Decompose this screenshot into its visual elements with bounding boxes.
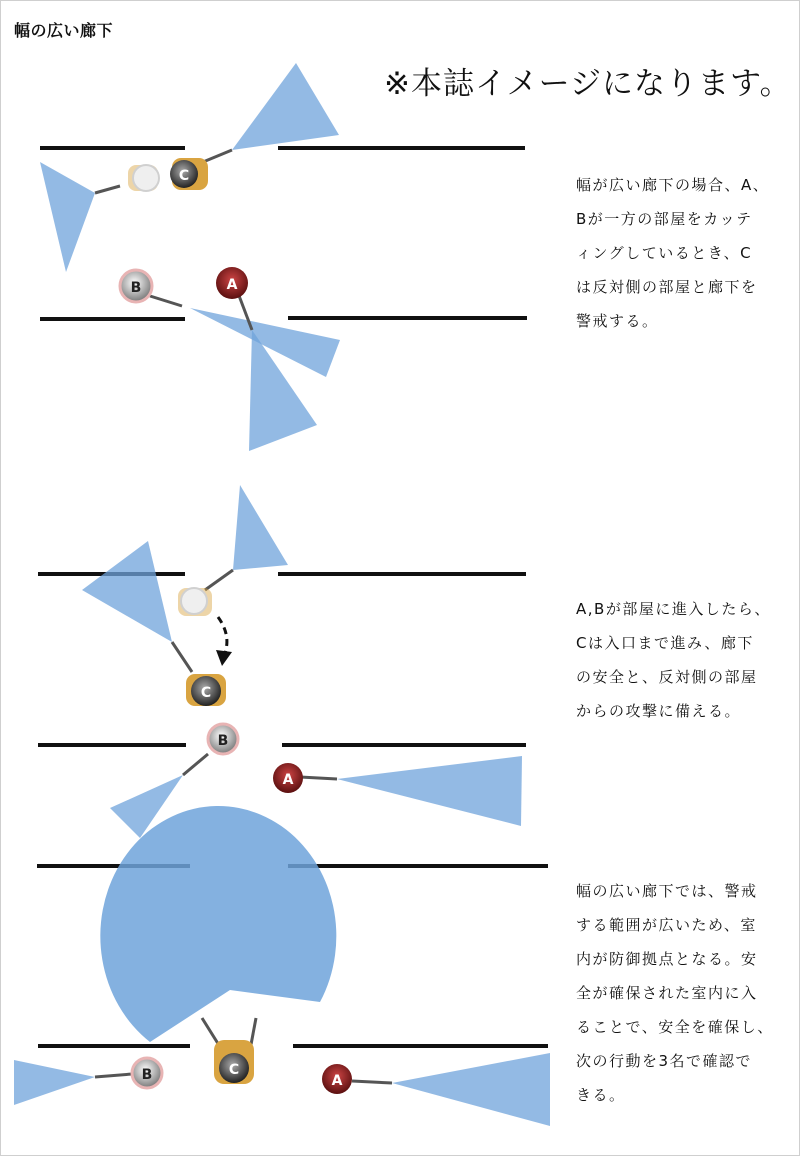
- label-c: C: [200, 685, 212, 701]
- rifle: [183, 754, 208, 775]
- description-line: Bが一方の部屋をカッテ: [576, 210, 753, 228]
- soldier-c: [186, 674, 226, 706]
- soldier-b: [208, 724, 238, 754]
- description-line: 全が確保された室内に入: [576, 984, 758, 1002]
- sight-cones: [82, 485, 522, 838]
- move-arrow: [218, 617, 227, 656]
- soldier-b: [132, 1058, 162, 1088]
- rifle: [203, 150, 232, 162]
- soldier-c-ghost: [128, 165, 159, 191]
- soldier-a: [322, 1064, 352, 1094]
- description-line: する範囲が広いため、室: [576, 916, 757, 934]
- description-line: の安全と、反対側の部屋: [576, 668, 758, 686]
- rifle: [95, 1074, 132, 1077]
- scene-2: [38, 485, 526, 838]
- sight-cones: [14, 1053, 550, 1126]
- rifle: [352, 1081, 392, 1083]
- sight-cone: [40, 162, 95, 272]
- scene-3: [14, 806, 550, 1126]
- label-c: C: [178, 168, 190, 184]
- panel-2-description: [576, 592, 771, 728]
- description-line: 内が防御拠点となる。安: [576, 950, 758, 968]
- soldier-c: [170, 158, 208, 190]
- label-a: A: [331, 1073, 343, 1089]
- sight-cone: [337, 756, 522, 826]
- rifle: [95, 186, 120, 193]
- description-line: は反対側の部屋と廊下を: [576, 278, 758, 296]
- rifle: [300, 777, 337, 779]
- sight-cone: [14, 1060, 95, 1105]
- rifle: [205, 570, 233, 590]
- sight-cone: [392, 1053, 550, 1126]
- move-arrow-head: [216, 650, 232, 666]
- panel-1-description: [576, 168, 769, 338]
- description-line: ィングしているとき、C: [576, 244, 753, 262]
- description-line: きる。: [576, 1086, 626, 1104]
- scene-1: [40, 63, 527, 451]
- label-b: B: [141, 1067, 153, 1083]
- soldier-c: [214, 1040, 254, 1084]
- image-note: ※本誌イメージになります。: [384, 66, 792, 102]
- description-line: 次の行動を3名で確認で: [576, 1052, 753, 1070]
- soldier-b: [120, 270, 152, 302]
- description-line: からの攻撃に備える。: [576, 702, 742, 720]
- rifle: [150, 296, 182, 306]
- soldier-a: [216, 267, 248, 299]
- label-a: A: [226, 277, 238, 293]
- description-line: ることで、安全を確保し、: [576, 1018, 774, 1036]
- rifle: [172, 642, 192, 672]
- sight-cones: [40, 63, 340, 451]
- description-line: 警戒する。: [576, 312, 659, 330]
- description-line: Cは入口まで進み、廊下: [576, 634, 754, 652]
- description-line: 幅の広い廊下では、警戒: [576, 882, 758, 900]
- corridor-walls: [40, 148, 527, 319]
- sight-cone: [232, 63, 339, 150]
- label-c: C: [228, 1062, 240, 1078]
- soldier-c-ghost: [178, 588, 212, 616]
- page-title: 幅の広い廊下: [14, 21, 114, 40]
- panel-3-description: [576, 874, 774, 1112]
- sight-cone: [233, 485, 288, 570]
- soldier-a: [273, 763, 303, 793]
- room-sector: [100, 806, 336, 1042]
- label-b: B: [130, 280, 142, 296]
- label-b: B: [217, 733, 229, 749]
- description-line: A,Bが部屋に進入したら、: [576, 600, 771, 618]
- label-a: A: [282, 772, 294, 788]
- sight-cone: [82, 541, 172, 642]
- description-line: 幅が広い廊下の場合、A、: [576, 176, 770, 194]
